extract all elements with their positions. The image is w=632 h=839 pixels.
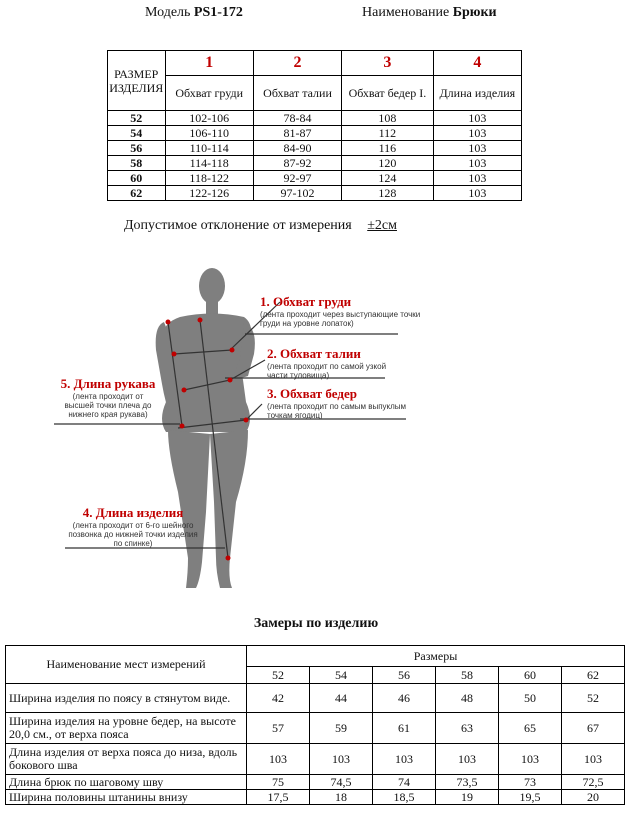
- label-chest-title: 1. Обхват груди: [260, 294, 352, 309]
- label-waist-title: 2. Обхват талии: [267, 346, 361, 361]
- chest-cell: 102-106: [165, 111, 253, 126]
- tolerance-note: [124, 218, 397, 234]
- measure-title: Замеры по изделию: [253, 616, 379, 631]
- waist-cell: 92-97: [253, 171, 341, 186]
- measure-value: 61: [373, 713, 436, 744]
- size-cell: 60: [108, 171, 166, 186]
- hips-cell: 120: [342, 156, 433, 171]
- waist-cell: 81-87: [253, 126, 341, 141]
- table-row: [6, 744, 625, 775]
- tolerance-value: ±2см: [367, 218, 397, 233]
- model-value: PS1-172: [193, 5, 243, 20]
- measure-value: 74,5: [310, 775, 373, 790]
- measure-name: Длина изделия от верха пояса до низа, вдоль бокового шва: [6, 744, 247, 775]
- size-col-header: 52: [247, 667, 310, 684]
- size-col-header: 58: [436, 667, 499, 684]
- label-waist: [267, 346, 397, 380]
- table-row: [6, 775, 625, 790]
- measure-value: 73: [499, 775, 562, 790]
- table-row: [108, 126, 522, 141]
- col-num-1: 1: [165, 51, 253, 76]
- label-hips: [267, 386, 417, 420]
- size-table: [107, 50, 522, 201]
- measure-value: 103: [436, 744, 499, 775]
- label-length-desc: (лента проходит от 6-го шейного позвонка до нижней точки изделия по спинке): [68, 521, 198, 548]
- label-length-title: 4. Длина изделия: [82, 505, 184, 520]
- size-header: РАЗМЕР ИЗДЕЛИЯ: [108, 51, 166, 111]
- label-sleeve-title: 5. Длина рукава: [60, 376, 156, 391]
- measure-value: 103: [373, 744, 436, 775]
- measure-value: 67: [562, 713, 625, 744]
- label-chest-desc: (лента проходит через выступающие точки груди на уровне лопаток): [260, 310, 421, 328]
- size-col-header: 60: [499, 667, 562, 684]
- product-name-value: Брюки: [452, 5, 497, 20]
- label-sleeve: [58, 376, 158, 419]
- hips-cell: 116: [342, 141, 433, 156]
- table-row: [108, 111, 522, 126]
- measure-value: 19,5: [499, 790, 562, 805]
- table-row: [6, 790, 625, 805]
- measure-name: Ширина изделия на уровне бедер, на высоте 20,0 см., от верха пояса: [6, 713, 247, 744]
- size-col-header: 62: [562, 667, 625, 684]
- measure-value: 63: [436, 713, 499, 744]
- size-cell: 58: [108, 156, 166, 171]
- size-cell: 62: [108, 186, 166, 201]
- table-row: [6, 713, 625, 744]
- hips-cell: 124: [342, 171, 433, 186]
- measure-sizes-header: Размеры: [247, 646, 625, 667]
- tolerance-text: Допустимое отклонение от измерения: [124, 218, 352, 233]
- label-waist-desc: (лента проходит по самой узкой части туловища): [267, 362, 387, 380]
- size-cell: 52: [108, 111, 166, 126]
- product-name-line: [362, 5, 497, 21]
- length-cell: 103: [433, 111, 521, 126]
- size-cell: 54: [108, 126, 166, 141]
- chest-cell: 106-110: [165, 126, 253, 141]
- size-cell: 56: [108, 141, 166, 156]
- model-label: Модель: [145, 5, 191, 20]
- label-chest: [260, 294, 435, 328]
- measure-value: 48: [436, 684, 499, 713]
- measure-value: 65: [499, 713, 562, 744]
- measure-name-header: Наименование мест измерений: [6, 646, 247, 684]
- measure-name: Длина брюк по шаговому шву: [6, 775, 247, 790]
- hips-cell: 108: [342, 111, 433, 126]
- length-cell: 103: [433, 141, 521, 156]
- waist-cell: 84-90: [253, 141, 341, 156]
- measure-value: 42: [247, 684, 310, 713]
- measure-value: 75: [247, 775, 310, 790]
- hips-cell: 128: [342, 186, 433, 201]
- measure-value: 19: [436, 790, 499, 805]
- measure-value: 103: [247, 744, 310, 775]
- measure-value: 73,5: [436, 775, 499, 790]
- measure-value: 18: [310, 790, 373, 805]
- table-row: [6, 684, 625, 713]
- measure-value: 20: [562, 790, 625, 805]
- measure-value: 46: [373, 684, 436, 713]
- measure-value: 52: [562, 684, 625, 713]
- model-line: [145, 5, 243, 21]
- col-label-1: Обхват груди: [165, 76, 253, 111]
- table-row: [108, 171, 522, 186]
- measure-value: 50: [499, 684, 562, 713]
- label-hips-desc: (лента проходит по самым выпуклым точкам ягодиц): [267, 402, 407, 420]
- chest-cell: 122-126: [165, 186, 253, 201]
- table-row: [108, 186, 522, 201]
- table-row: [108, 141, 522, 156]
- measure-value: 103: [562, 744, 625, 775]
- waist-cell: 97-102: [253, 186, 341, 201]
- chest-cell: 118-122: [165, 171, 253, 186]
- measure-value: 17,5: [247, 790, 310, 805]
- waist-cell: 87-92: [253, 156, 341, 171]
- measure-value: 57: [247, 713, 310, 744]
- label-length: [68, 505, 198, 548]
- measure-value: 103: [310, 744, 373, 775]
- chest-cell: 114-118: [165, 156, 253, 171]
- length-cell: 103: [433, 126, 521, 141]
- table-row: [108, 156, 522, 171]
- length-cell: 103: [433, 171, 521, 186]
- measure-value: 59: [310, 713, 373, 744]
- measure-value: 18,5: [373, 790, 436, 805]
- size-col-header: 54: [310, 667, 373, 684]
- measure-value: 103: [499, 744, 562, 775]
- length-cell: 103: [433, 186, 521, 201]
- measure-value: 74: [373, 775, 436, 790]
- size-col-header: 56: [373, 667, 436, 684]
- chest-cell: 110-114: [165, 141, 253, 156]
- product-name-label: Наименование: [362, 5, 450, 20]
- col-label-2: Обхват талии: [253, 76, 341, 111]
- measure-value: 72,5: [562, 775, 625, 790]
- col-num-3: 3: [342, 51, 433, 76]
- hips-cell: 112: [342, 126, 433, 141]
- col-num-2: 2: [253, 51, 341, 76]
- measure-name: Ширина половины штанины внизу: [6, 790, 247, 805]
- waist-cell: 78-84: [253, 111, 341, 126]
- col-num-4: 4: [433, 51, 521, 76]
- col-label-4: Длина изделия: [433, 76, 521, 111]
- label-hips-title: 3. Обхват бедер: [267, 386, 357, 401]
- measure-table: [5, 645, 625, 805]
- measure-name: Ширина изделия по поясу в стянутом виде.: [6, 684, 247, 713]
- length-cell: 103: [433, 156, 521, 171]
- measure-value: 44: [310, 684, 373, 713]
- col-label-3: Обхват бедер I.: [342, 76, 433, 111]
- label-sleeve-desc: (лента проходит от высшей точки плеча до нижнего края рукава): [64, 392, 152, 419]
